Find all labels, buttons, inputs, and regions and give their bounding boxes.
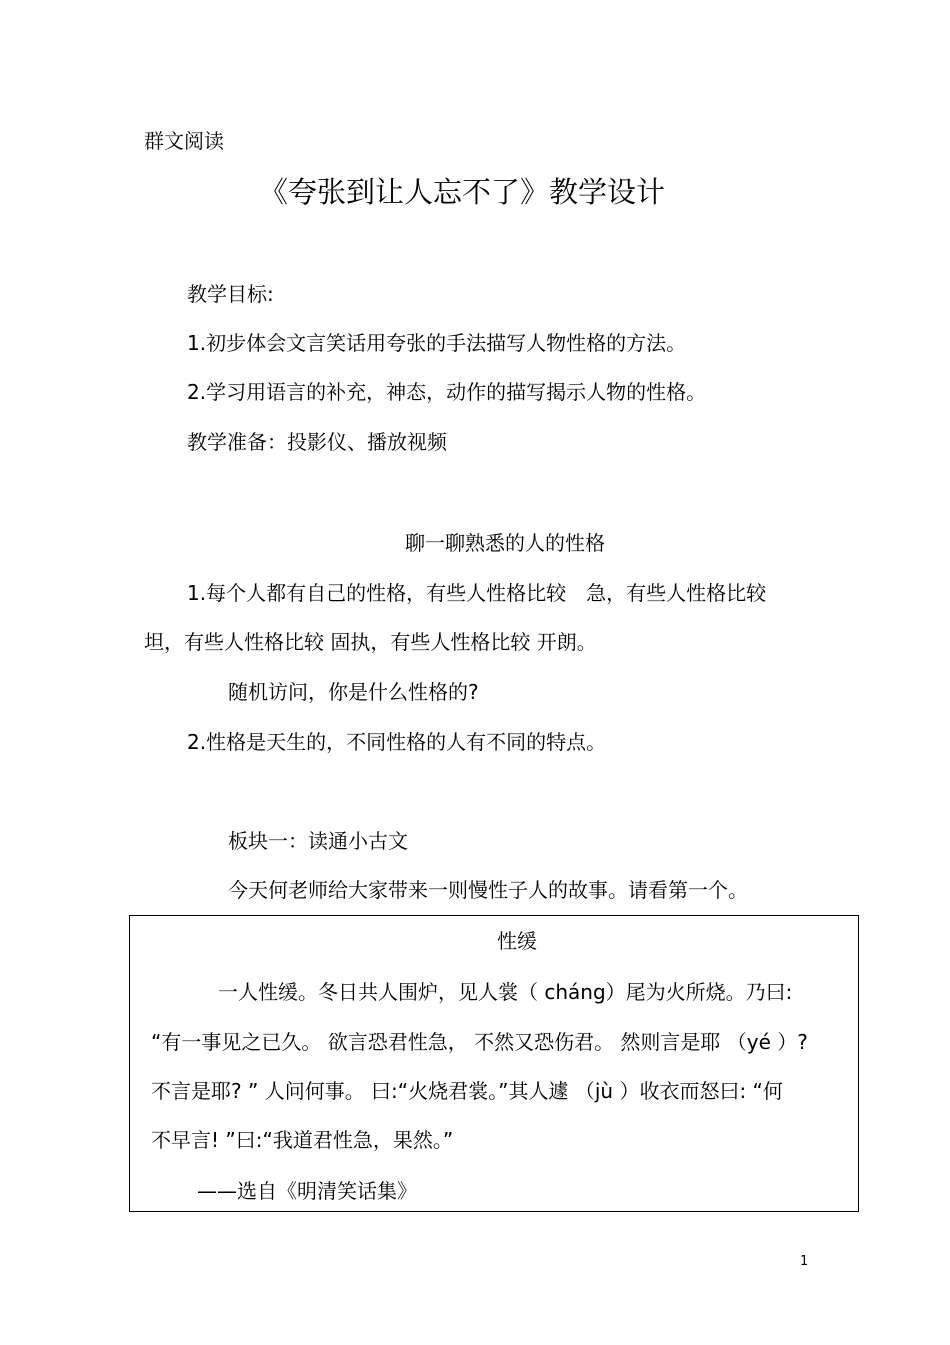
classical-text-box [129, 915, 859, 1212]
interview-question: 随机访问，你是什么性格的? [228, 680, 479, 704]
classical-text-title: 性缓 [497, 929, 537, 953]
classical-text-line: 不言是耶? ” 人问何事。 曰:“火烧君裳。”其人遽 （jù ）收衣而怒曰: “何 [151, 1079, 783, 1103]
block-intro: 今天何老师给大家带来一则慢性子人的故事。请看第一个。 [228, 878, 748, 902]
objective-item: 2.学习用语言的补充，神态，动作的描写揭示人物的性格。 [187, 380, 707, 404]
classical-text-source: ——选自《明清笑话集》 [197, 1179, 417, 1203]
page-number: 1 [800, 1254, 809, 1269]
classical-text-line: “有一事见之已久。 欲言恐君性急， 不然又恐伤君。 然则言是耶 （yé ）? [151, 1030, 808, 1054]
paragraph-line: 2.性格是天生的，不同性格的人有不同的特点。 [187, 730, 607, 754]
document-category: 群文阅读 [144, 129, 224, 153]
document-title: 《夸张到让人忘不了》教学设计 [259, 175, 666, 209]
objective-item: 1.初步体会文言笑话用夸张的手法描写人物性格的方法。 [187, 331, 687, 355]
section-heading: 聊一聊熟悉的人的性格 [405, 531, 605, 555]
preparation-line: 教学准备：投影仪、播放视频 [187, 430, 447, 454]
classical-text-line: 一人性缓。冬日共人围炉，见人裳（ cháng）尾为火所烧。乃曰: [218, 980, 793, 1004]
block-heading: 板块一：读通小古文 [228, 829, 408, 853]
objectives-heading: 教学目标: [187, 282, 274, 306]
paragraph-line: 坦，有些人性格比较 固执，有些人性格比较 开朗。 [144, 630, 597, 654]
classical-text-line: 不早言! ”曰:“我道君性急，果然。” [151, 1128, 454, 1152]
paragraph-line: 1.每个人都有自己的性格，有些人性格比较 急，有些人性格比较 [187, 581, 767, 605]
